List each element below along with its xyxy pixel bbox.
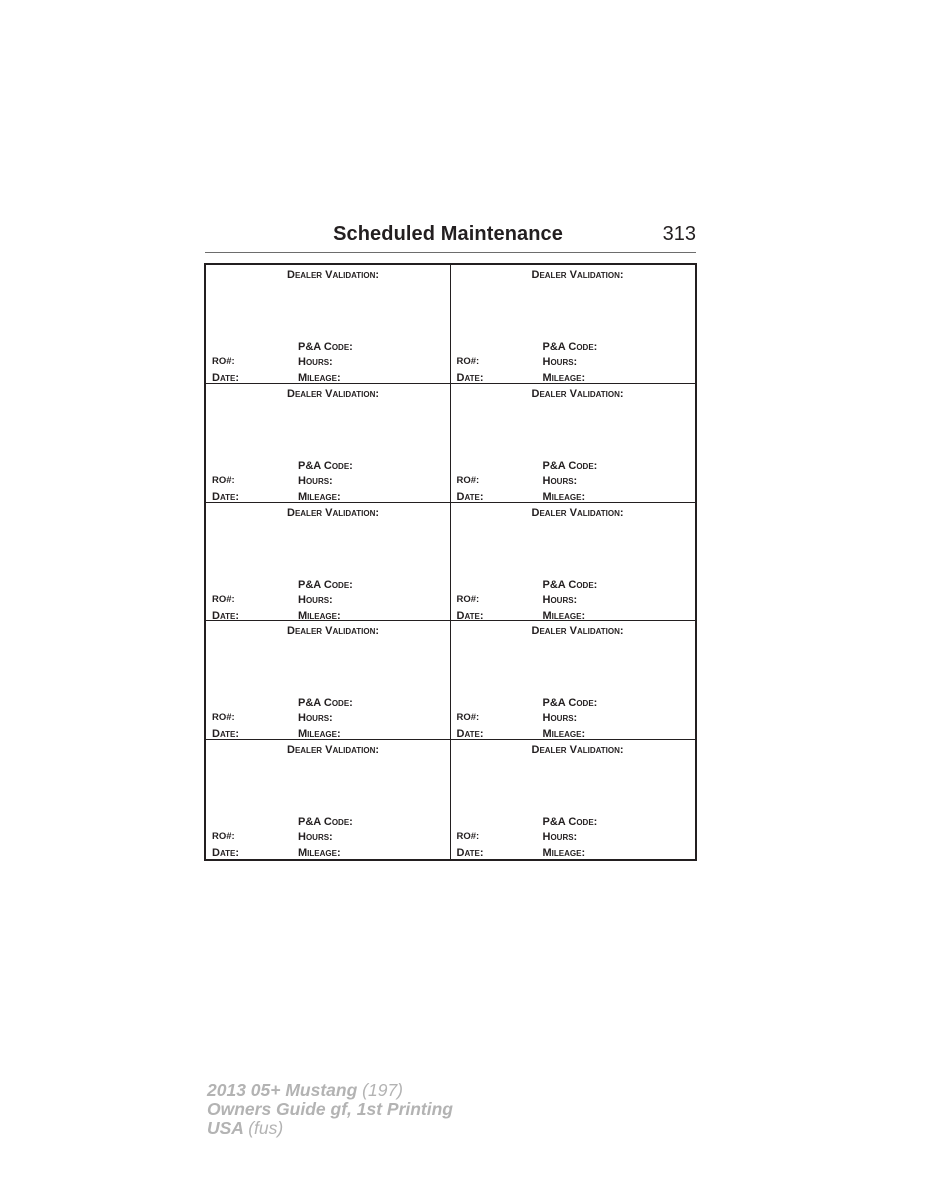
footer-model-code: (197) — [362, 1080, 404, 1100]
mileage-label: Mileage: — [298, 728, 341, 741]
hours-label: Hours: — [542, 356, 578, 368]
maintenance-record-box — [451, 621, 696, 740]
pa-code-label: P&A Code: — [542, 578, 598, 591]
mileage-label: Mileage: — [542, 847, 586, 860]
hours-label: Hours: — [542, 712, 578, 725]
page-number: 313 — [662, 223, 696, 245]
date-label: Date: — [212, 490, 240, 503]
hours-label: Hours: — [298, 356, 333, 368]
dealer-validation-label: Dealer Validation: — [287, 269, 380, 281]
ro-number-label: RO#: — [212, 831, 235, 843]
dealer-validation-label: Dealer Validation: — [531, 387, 624, 400]
ro-number-label: RO#: — [456, 831, 480, 843]
footer-market-code: (fus) — [248, 1118, 284, 1138]
dealer-validation-label: Dealer Validation: — [287, 387, 380, 400]
date-label: Date: — [212, 372, 240, 384]
hours-label: Hours: — [542, 593, 578, 606]
pa-code-label: P&A Code: — [298, 816, 353, 829]
page-header — [205, 222, 696, 253]
ro-number-label: RO#: — [212, 474, 235, 486]
maintenance-record-box — [451, 503, 696, 622]
ro-number-label: RO#: — [212, 593, 235, 605]
mileage-label: Mileage: — [298, 372, 341, 384]
dealer-validation-label: Dealer Validation: — [287, 744, 380, 757]
mileage-label: Mileage: — [542, 728, 586, 741]
hours-label: Hours: — [298, 712, 333, 725]
footer-line-2: Owners Guide gf, 1st Printing — [207, 1099, 453, 1119]
mileage-label: Mileage: — [298, 490, 341, 503]
mileage-label: Mileage: — [542, 372, 586, 384]
footer-model: 2013 05+ Mustang — [207, 1080, 358, 1100]
mileage-label: Mileage: — [298, 847, 341, 860]
hours-label: Hours: — [298, 474, 333, 487]
maintenance-record-box — [206, 384, 451, 503]
pa-code-label: P&A Code: — [542, 341, 598, 353]
pa-code-label: P&A Code: — [542, 697, 598, 710]
dealer-validation-label: Dealer Validation: — [531, 625, 624, 638]
dealer-validation-label: Dealer Validation: — [531, 744, 624, 757]
date-label: Date: — [456, 728, 484, 741]
dealer-validation-label: Dealer Validation: — [531, 269, 624, 281]
date-label: Date: — [456, 609, 484, 622]
date-label: Date: — [456, 847, 484, 860]
ro-number-label: RO#: — [456, 712, 480, 724]
mileage-label: Mileage: — [542, 490, 586, 503]
pa-code-label: P&A Code: — [298, 341, 353, 353]
date-label: Date: — [212, 847, 240, 860]
pa-code-label: P&A Code: — [298, 697, 353, 710]
hours-label: Hours: — [542, 831, 578, 844]
ro-number-label: RO#: — [456, 356, 480, 367]
footer-line-3 — [207, 1119, 453, 1138]
maintenance-record-box — [451, 384, 696, 503]
dealer-validation-label: Dealer Validation: — [531, 506, 624, 519]
pa-code-label: P&A Code: — [542, 816, 598, 829]
hours-label: Hours: — [298, 831, 333, 844]
mileage-label: Mileage: — [542, 609, 586, 622]
date-label: Date: — [212, 728, 240, 741]
ro-number-label: RO#: — [212, 712, 235, 724]
print-footer — [207, 1081, 453, 1138]
ro-number-label: RO#: — [212, 356, 235, 367]
maintenance-record-grid — [204, 263, 697, 861]
dealer-validation-label: Dealer Validation: — [287, 506, 380, 519]
section-title: Scheduled Maintenance — [333, 223, 563, 245]
dealer-validation-label: Dealer Validation: — [287, 625, 380, 638]
maintenance-record-box — [451, 740, 696, 859]
date-label: Date: — [456, 490, 484, 503]
date-label: Date: — [212, 609, 240, 622]
ro-number-label: RO#: — [456, 593, 480, 605]
maintenance-record-box — [206, 503, 451, 622]
ro-number-label: RO#: — [456, 474, 480, 486]
date-label: Date: — [456, 372, 484, 384]
footer-line-1 — [207, 1081, 453, 1100]
maintenance-record-box — [206, 740, 451, 859]
maintenance-record-box — [206, 621, 451, 740]
hours-label: Hours: — [542, 474, 578, 487]
footer-market: USA — [207, 1118, 244, 1138]
maintenance-record-box — [451, 265, 696, 384]
hours-label: Hours: — [298, 593, 333, 606]
pa-code-label: P&A Code: — [542, 459, 598, 472]
pa-code-label: P&A Code: — [298, 459, 353, 472]
mileage-label: Mileage: — [298, 609, 341, 622]
pa-code-label: P&A Code: — [298, 578, 353, 591]
maintenance-record-box — [206, 265, 451, 384]
